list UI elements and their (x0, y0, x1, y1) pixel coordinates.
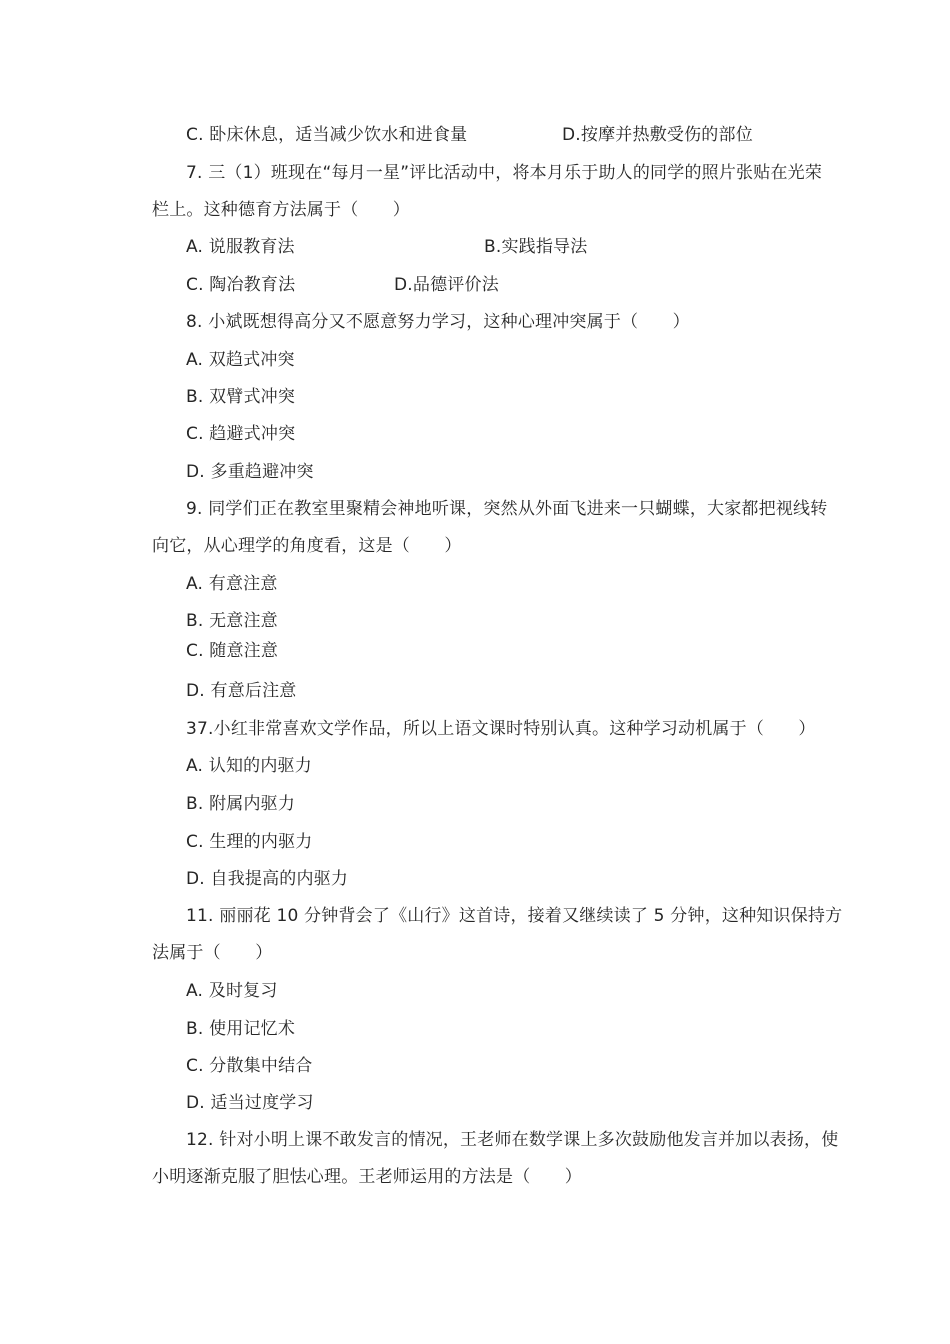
option-a-text: A. 双趋式冲突 (186, 350, 295, 370)
question-12-continuation: 小明逐渐克服了胆怯心理。王老师运用的方法是（ ） (152, 1167, 582, 1187)
option-c-text: C. 陶冶教育法 (186, 275, 296, 295)
option-c-text: C. 生理的内驱力 (186, 832, 313, 852)
option-b-text: B. 使用记忆术 (186, 1019, 296, 1039)
option-a-text: A. 说服教育法 (186, 237, 295, 257)
question-9-continuation: 向它，从心理学的角度看，这是（ ） (152, 536, 462, 556)
option-a-text: A. 及时复习 (186, 981, 278, 1001)
option-b-text: B. 无意注意 (186, 611, 278, 631)
option-a-text: A. 有意注意 (186, 574, 278, 594)
option-b-text: B.实践指导法 (484, 237, 588, 257)
option-b-text: B. 双臂式冲突 (186, 387, 296, 407)
option-d-text: D. 自我提高的内驱力 (186, 869, 349, 889)
option-c-text: C. 分散集中结合 (186, 1056, 313, 1076)
option-d-text: D. 适当过度学习 (186, 1093, 314, 1113)
question-37-text: 37.小红非常喜欢文学作品，所以上语文课时特别认真。这种学习动机属于（ ） (186, 719, 816, 739)
option-b-text: B. 附属内驱力 (186, 794, 296, 814)
option-c-text: C. 趋避式冲突 (186, 424, 296, 444)
option-c-text: C. 卧床休息，适当减少饮水和进食量 (186, 125, 468, 145)
option-row (186, 124, 753, 146)
question-7-continuation: 栏上。这种德育方法属于（ ） (152, 200, 410, 220)
question-8-text: 8. 小斌既想得高分又不愿意努力学习，这种心理冲突属于（ ） (186, 312, 690, 332)
option-row (186, 274, 499, 296)
option-a-text: A. 认知的内驱力 (186, 756, 312, 776)
option-c-text: C. 随意注意 (186, 641, 279, 661)
question-7-text: 7. 三（1）班现在“每月一星”评比活动中，将本月乐于助人的同学的照片张贴在光荣 (186, 163, 823, 183)
question-12-text: 12. 针对小明上课不敢发言的情况，王老师在数学课上多次鼓励他发言并加以表扬，使 (186, 1130, 839, 1150)
question-11-text: 11. 丽丽花 10 分钟背会了《山行》这首诗，接着又继续读了 5 分钟，这种知识保持方 (186, 906, 843, 926)
option-d-text: D. 有意后注意 (186, 681, 297, 701)
option-d-text: D.按摩并热敷受伤的部位 (562, 125, 753, 145)
option-d-text: D.品德评价法 (394, 275, 499, 295)
question-9-text: 9. 同学们正在教室里聚精会神地听课，突然从外面飞进来一只蝴蝶，大家都把视线转 (186, 499, 828, 519)
option-d-text: D. 多重趋避冲突 (186, 462, 314, 482)
option-row (186, 236, 588, 258)
question-11-continuation: 法属于（ ） (152, 943, 273, 963)
